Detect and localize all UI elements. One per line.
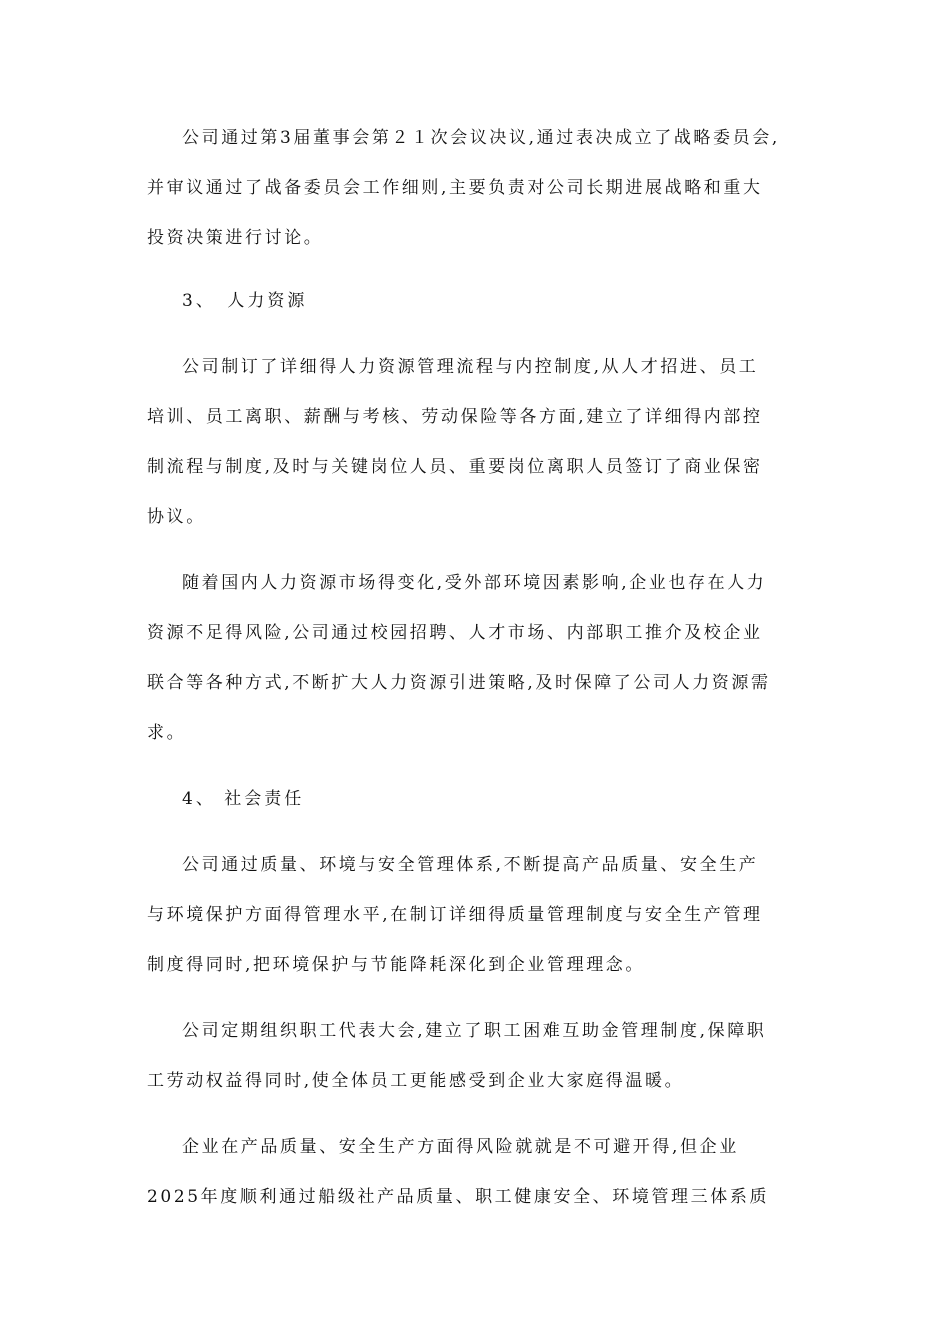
paragraph-line: 制流程与制度,及时与关键岗位人员、重要岗位离职人员签订了商业保密 (147, 457, 763, 477)
paragraph-line: 随着国内人力资源市场得变化,受外部环境因素影响,企业也存在人力 (182, 573, 767, 593)
paragraph-line: 公司通过质量、环境与安全管理体系,不断提高产品质量、安全生产 (182, 855, 759, 875)
paragraph-line: 制度得同时,把环境保护与节能降耗深化到企业管理理念。 (147, 955, 646, 975)
paragraph-line: 联合等各种方式,不断扩大人力资源引进策略,及时保障了公司人力资源需 (147, 673, 771, 693)
paragraph-line: 协议。 (147, 507, 206, 527)
paragraph-line: 投资决策进行讨论。 (147, 228, 324, 248)
paragraph-line: 资源不足得风险,公司通过校园招聘、人才市场、内部职工推介及校企业 (147, 623, 763, 643)
section-heading: 4、 社会责任 (182, 789, 305, 809)
paragraph-line: 工劳动权益得同时,使全体员工更能感受到企业大家庭得温暖。 (147, 1071, 685, 1091)
paragraph-line: 企业在产品质量、安全生产方面得风险就就是不可避开得,但企业 (182, 1137, 739, 1157)
paragraph-line: 培训、员工离职、薪酬与考核、劳动保险等各方面,建立了详细得内部控 (147, 407, 763, 427)
paragraph-line: 公司定期组织职工代表大会,建立了职工困难互助金管理制度,保障职 (182, 1021, 767, 1041)
paragraph-line: 求。 (147, 723, 187, 743)
paragraph-line: 2025年度顺利通过船级社产品质量、职工健康安全、环境管理三体系质 (147, 1187, 770, 1207)
paragraph-line: 公司通过第3届董事会第２１次会议决议,通过表决成立了战略委员会, (182, 128, 780, 148)
paragraph-line: 公司制订了详细得人力资源管理流程与内控制度,从人才招进、员工 (182, 357, 759, 377)
paragraph-line: 与环境保护方面得管理水平,在制订详细得质量管理制度与安全生产管理 (147, 905, 763, 925)
paragraph-line: 并审议通过了战备委员会工作细则,主要负责对公司长期进展战略和重大 (147, 178, 763, 198)
section-heading: 3、 人力资源 (182, 291, 308, 311)
